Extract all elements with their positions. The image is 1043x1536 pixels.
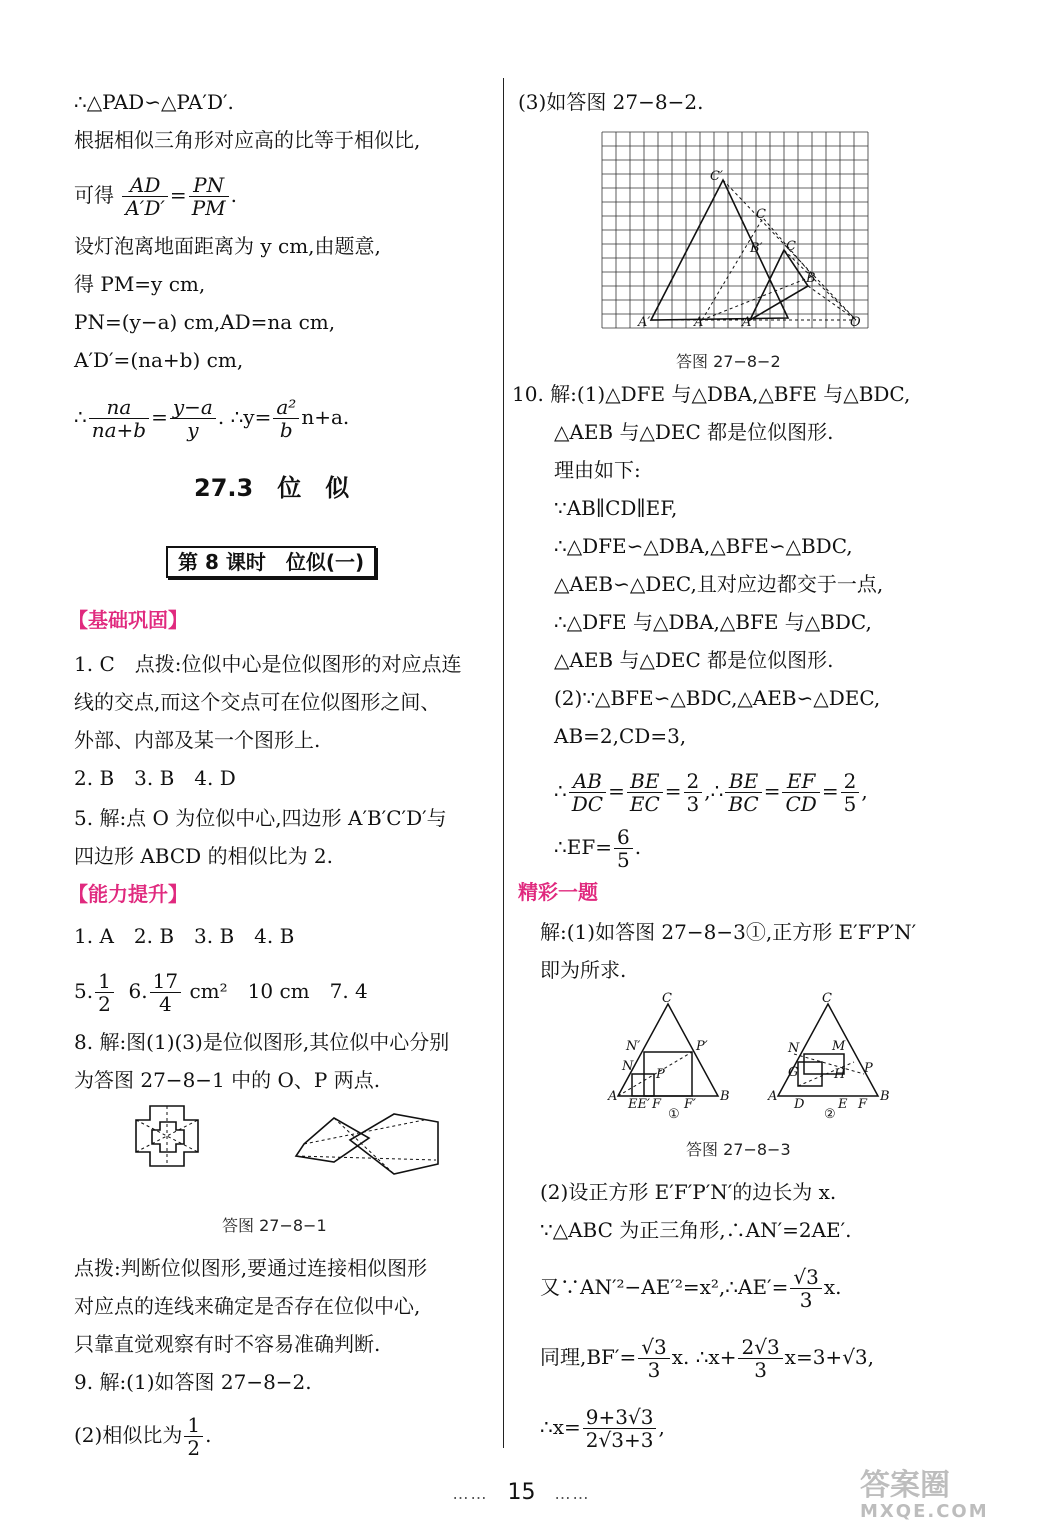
answer-line: 5. 解:点 O 为位似中心,四边形 A′B′C′D′与 bbox=[74, 806, 447, 830]
answer-line: AB=2,CD=3, bbox=[554, 724, 687, 748]
svg-text:A: A bbox=[742, 315, 752, 330]
svg-text:C: C bbox=[662, 991, 672, 1006]
equation-line: 可得 $\frac{AD}{A'D'}$ = $\frac{PN}{PM}$ . bbox=[74, 173, 237, 220]
figure-caption: 答图 27−8−1 bbox=[222, 1216, 327, 1235]
svg-text:A: A bbox=[768, 1089, 778, 1104]
section-tag-basic: 【基础巩固】 bbox=[68, 608, 188, 632]
figure-caption: 答图 27−8−2 bbox=[676, 352, 781, 371]
equation-line: 同理,BF′= $\frac{√3}{3}$ x. ∴x+ $\frac{2√3}{3}$ x=3+√3, bbox=[540, 1335, 875, 1382]
column-divider bbox=[503, 78, 504, 1448]
svg-text:P: P bbox=[864, 1061, 873, 1076]
svg-text:P: P bbox=[656, 1067, 665, 1082]
svg-text:A: A bbox=[694, 315, 704, 330]
svg-text:B: B bbox=[806, 271, 816, 286]
svg-text:B: B bbox=[720, 1089, 730, 1104]
answer-line: (2)相似比为 $\frac{1}{2}$ . bbox=[74, 1413, 212, 1460]
svg-text:C: C bbox=[786, 239, 796, 254]
text-line: A′D′=(na+b) cm, bbox=[74, 348, 244, 372]
text-line: ∴△PAD∽△PA′D′. bbox=[74, 90, 234, 114]
answer-line: 5. $\frac{1}{2}$ 6. $\frac{17}{4}$ cm² 10 cm 7. 4 bbox=[74, 969, 368, 1016]
answer-line: 1. A 2. B 3. B 4. B bbox=[74, 924, 295, 948]
answer-line: (3)如答图 27−8−2. bbox=[518, 90, 704, 114]
tip-line: 只靠直觉观察有时不容易准确判断. bbox=[74, 1332, 381, 1356]
section-title: 27.3 位 似 bbox=[194, 474, 350, 502]
answer-line: (2)∵△BFE∽△BDC,△AEB∽△DEC, bbox=[554, 686, 881, 710]
answer-line: 外部、内部及某一个图形上. bbox=[74, 728, 321, 752]
text-line: 设灯泡离地面距离为 y cm,由题意, bbox=[74, 234, 381, 258]
footer-dots-right: …… bbox=[554, 1484, 591, 1503]
answer-line: ∴△DFE 与△DBA,△BFE 与△BDC, bbox=[554, 610, 872, 634]
svg-text:①: ① bbox=[668, 1107, 680, 1122]
answer-line: 理由如下: bbox=[554, 458, 641, 482]
svg-text:F: F bbox=[858, 1097, 868, 1112]
answer-line: 9. 解:(1)如答图 27−8−2. bbox=[74, 1370, 312, 1394]
answer-line: △AEB 与△DEC 都是位似图形. bbox=[554, 420, 834, 444]
answer-line: 为答图 27−8−1 中的 O、P 两点. bbox=[74, 1068, 381, 1092]
answer-line: ∵AB∥CD∥EF, bbox=[554, 496, 678, 520]
equation-line: ∴ $\frac{na}{na+b}$ = $\frac{y-a}{y}$ . ∴y= $\frac{\text{a²}}{b}$ n+a. bbox=[74, 395, 350, 442]
equation-line: ∴ $\frac{AB}{DC}$ = $\frac{BE}{EC}$ = $\frac{2}{3}$ ,∴ $\frac{BE}{BC}$ = $\frac{EF}{CD}$ = $\frac{2}{5}$ , bbox=[554, 769, 868, 816]
svg-text:F: F bbox=[652, 1097, 662, 1112]
answer-line: (2)设正方形 E′F′P′N′的边长为 x. bbox=[540, 1180, 837, 1204]
figure-27-8-2 bbox=[598, 128, 883, 333]
answer-line: 解:(1)如答图 27−8−3①,正方形 E′F′P′N′ bbox=[540, 920, 917, 944]
svg-text:A: A bbox=[608, 1089, 618, 1104]
svg-text:P′: P′ bbox=[696, 1039, 708, 1054]
text-line: 根据相似三角形对应高的比等于相似比, bbox=[74, 128, 421, 152]
answer-line: 10. 解:(1)△DFE 与△DBA,△BFE 与△BDC, bbox=[512, 382, 911, 406]
answer-line: 即为所求. bbox=[540, 958, 627, 982]
svg-text:N: N bbox=[622, 1059, 634, 1074]
answer-line: 1. C 点拨:位似中心是位似图形的对应点连 bbox=[74, 652, 462, 676]
answer-line: 线的交点,而这个交点可在位似图形之间、 bbox=[74, 690, 441, 714]
footer-dots-left: …… bbox=[452, 1484, 489, 1503]
answer-line: 2. B 3. B 4. D bbox=[74, 766, 236, 790]
answer-line: 四边形 ABCD 的相似比为 2. bbox=[74, 844, 334, 868]
answer-line: △AEB∽△DEC,且对应边都交于一点, bbox=[554, 572, 884, 596]
page-number: 15 bbox=[507, 1480, 536, 1505]
lesson-title: 第 8 课时 位似(一) bbox=[166, 548, 376, 576]
svg-text:F′: F′ bbox=[684, 1097, 696, 1112]
section-tag-advanced: 【能力提升】 bbox=[68, 882, 188, 906]
svg-text:C: C bbox=[756, 207, 766, 222]
svg-text:EE′: EE′ bbox=[628, 1097, 650, 1112]
text-line: 得 PM=y cm, bbox=[74, 272, 206, 296]
answer-line: ∴△DFE∽△DBA,△BFE∽△BDC, bbox=[554, 534, 853, 558]
svg-text:E: E bbox=[838, 1097, 848, 1112]
figure-caption: 答图 27−8−3 bbox=[686, 1140, 791, 1159]
equation-line: ∴EF= $\frac{6}{5}$ . bbox=[554, 825, 642, 872]
tip-line: 对应点的连线来确定是否存在位似中心, bbox=[74, 1294, 421, 1318]
figure-27-8-1 bbox=[124, 1100, 444, 1200]
svg-text:B: B bbox=[880, 1089, 890, 1104]
text-line: PN=(y−a) cm,AD=na cm, bbox=[74, 310, 336, 334]
svg-text:C: C bbox=[822, 991, 832, 1006]
svg-text:O: O bbox=[850, 315, 861, 330]
svg-text:M: M bbox=[832, 1039, 846, 1054]
svg-text:B′: B′ bbox=[750, 241, 763, 256]
answer-line: ∵△ABC 为正三角形,∴AN′=2AE′. bbox=[540, 1218, 852, 1242]
equation-line: ∴x= $\frac{9+3√3}{2√3+3}$ , bbox=[540, 1405, 665, 1452]
section-tag-highlight: 精彩一题 bbox=[518, 880, 598, 904]
svg-text:A′: A′ bbox=[638, 315, 651, 330]
figure-27-8-3 bbox=[608, 990, 908, 1122]
svg-text:N′: N′ bbox=[626, 1039, 641, 1054]
svg-text:D: D bbox=[794, 1097, 805, 1112]
answer-line: △AEB 与△DEC 都是位似图形. bbox=[554, 648, 834, 672]
watermark-logo: 答案圈 MXQE.COM bbox=[860, 1468, 989, 1522]
svg-text:②: ② bbox=[824, 1107, 836, 1122]
answer-line: 8. 解:图(1)(3)是位似图形,其位似中心分别 bbox=[74, 1030, 450, 1054]
tip-line: 点拨:判断位似图形,要通过连接相似图形 bbox=[74, 1256, 428, 1280]
svg-text:G: G bbox=[788, 1065, 799, 1080]
equation-line: 又∵AN′²−AE′²=x²,∴AE′= $\frac{√3}{3}$ x. bbox=[540, 1265, 842, 1312]
svg-text:H: H bbox=[834, 1067, 846, 1082]
svg-text:C′: C′ bbox=[710, 169, 723, 184]
svg-text:N: N bbox=[788, 1041, 800, 1056]
